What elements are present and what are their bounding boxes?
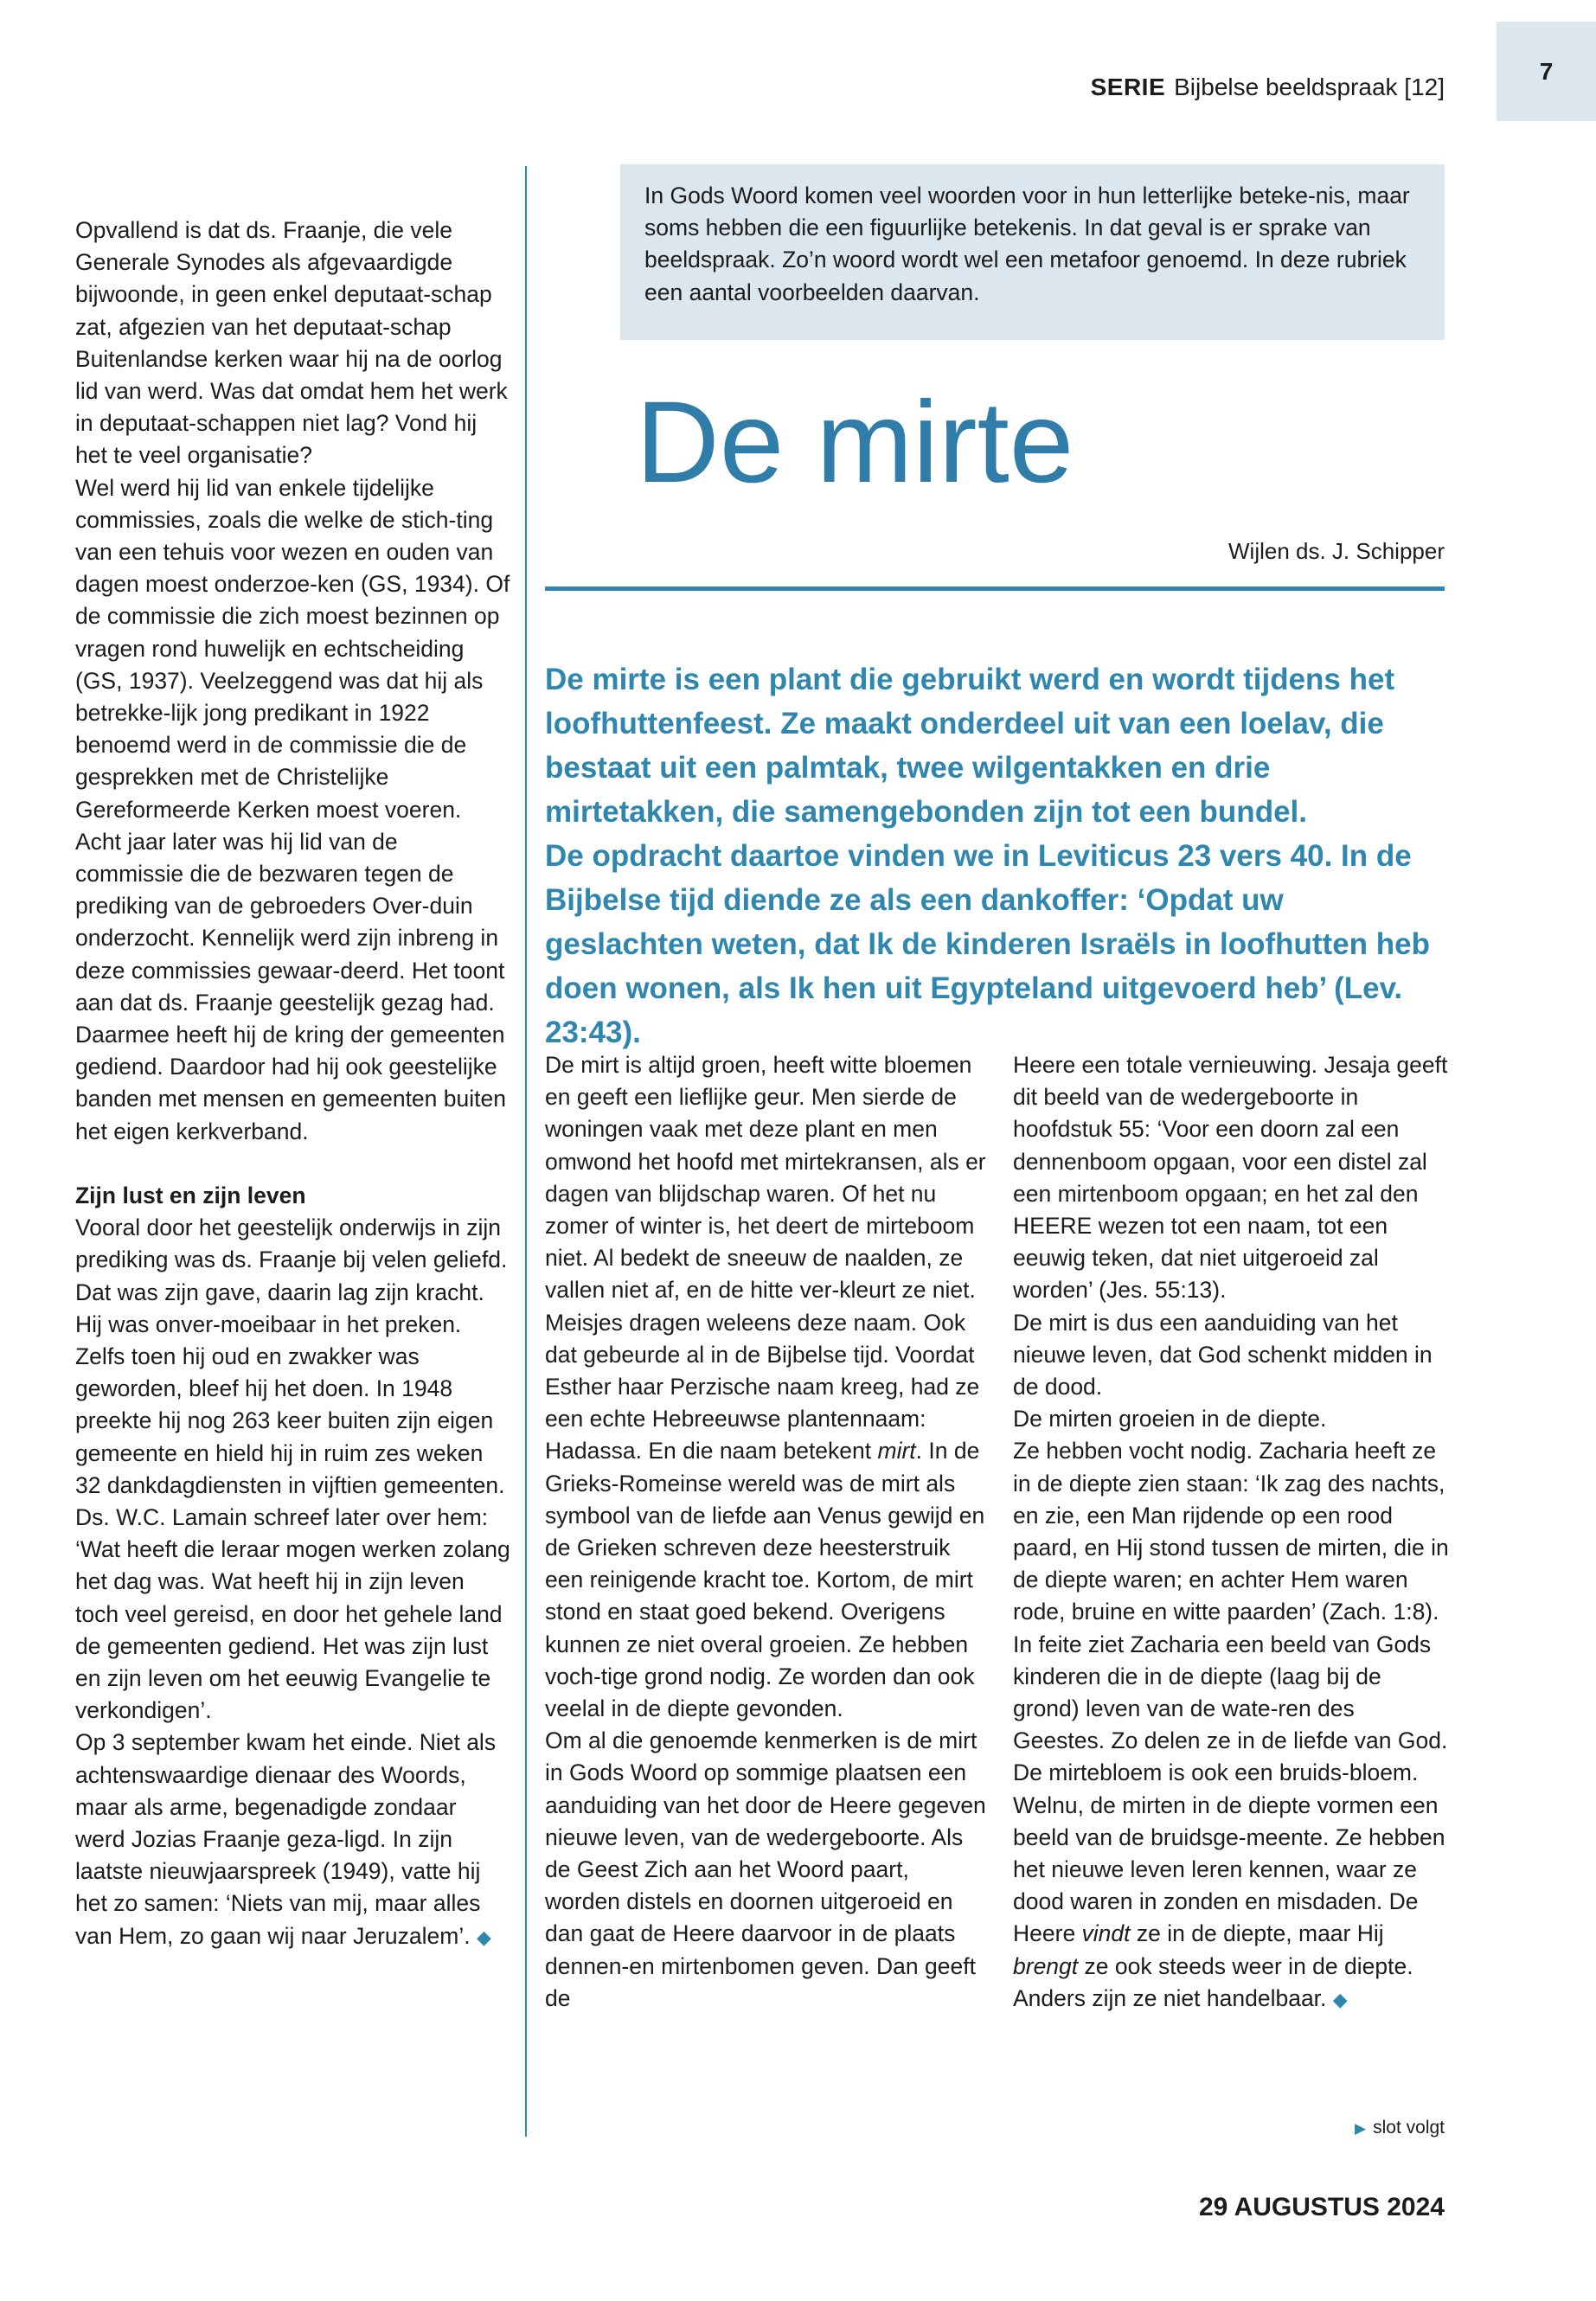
right-column — [1013, 1049, 1450, 2016]
diamond-icon: ◆ — [476, 1926, 491, 1948]
emphasis-vindt: vindt — [1081, 1920, 1131, 1947]
lead-paragraph — [545, 657, 1445, 1054]
left-column — [75, 215, 512, 1953]
mid-paragraph-1: De mirt is altijd groen, heeft witte bloemen en geeft een lieflijke geur. Men sierde de woningen vaak met deze plant en men omwond het hoofd met mirtekransen, als er dagen van blijdschap waren. Of het nu zomer of winter is, het deert de mirteboom niet. Al bedekt de sneeuw de naalden, ze vallen niet af, en de hitte ver-kleurt ze niet. — [545, 1052, 986, 1304]
emphasis-mirt: mirt — [877, 1438, 916, 1465]
continued-note — [1355, 2118, 1445, 2138]
right-paragraph-1: Heere een totale vernieuwing. Jesaja geeft dit beeld van de wedergeboorte in hoofdstuk 55: ‘Voor een doorn zal een dennenboom opgaan, voor een distel zal een mirtenboom opgaan; en het zal den HEERE wezen tot een naam, tot een eeuwig teken, dat niet uitgeroeid zal worden’ (Jes. 55:13). — [1013, 1052, 1448, 1304]
series-tag: SERIE — [1090, 74, 1166, 100]
left-paragraph-4: Op 3 september kwam het einde. Niet als achtenswaardige dienaar des Woords, maar als arme, begenadigde zondaar werd Jozias Fraanje geza-ligd. In zijn laatste nieuwjaarspreek (1949), vatte hij het zo samen: ‘Niets van mij, maar alles van Hem, zo gaan wij naar Jeruzalem’. ◆ — [75, 1729, 497, 1949]
triangle-right-icon: ▶ — [1355, 2120, 1367, 2137]
left-paragraph-1: Opvallend is dat ds. Fraanje, die vele Generale Synodes als afgevaardigde bijwoonde, in geen enkel deputaat-schap zat, afgezien van het deputaat-schap Buitenlandse kerken waar hij na de oorlog lid van werd. Was dat omdat hem het werk in deputaat-schappen niet lag? Vond hij het te veel organisatie? — [75, 217, 508, 469]
lead-paragraph-2: De opdracht daartoe vinden we in Leviticus 23 vers 40. In de Bijbelse tijd diende ze als een dankoffer: ‘Opdat uw geslachten weten, dat Ik de kinderen Israëls in loofhutten heb doen wonen, als Ik hen uit Egypteland uitgevoerd heb’ (Lev. 23:43). — [545, 839, 1430, 1049]
series-title: Bijbelse beeldspraak [12] — [1174, 74, 1445, 100]
issue-date: 29 AUGUSTUS 2024 — [1198, 2193, 1445, 2221]
left-paragraph-2: Wel werd hij lid van enkele tijdelijke commissies, zoals die welke de stich-ting van een tehuis voor wezen en ouden van dagen moest onderzoe-ken (GS, 1934). Of de commissie die zich moest bezinnen op vragen rond huwelijk en echtscheiding (GS, 1937). Veelzeggend was dat hij als betrekke-lijk jong predikant in 1922 benoemd werd in de commissie die de gesprekken met de Christelijke Gereformeerde Kerken moest voeren. Acht jaar later was hij lid van de commissie die de bezwaren tegen de prediking van de gebroeders Over-duin onderzocht. Kennelijk werd zijn inbreng in deze commissies gewaar-deerd. Het toont aan dat ds. Fraanje geestelijk gezag had. Daarmee heeft hij de kring der gemeenten gediend. Daardoor had hij ook geestelijke banden met mensen en gemeenten buiten het eigen kerkverband. — [75, 474, 510, 1144]
right-paragraph-2: De mirt is dus een aanduiding van het nieuwe leven, dat God schenkt midden in de dood. — [1013, 1309, 1433, 1400]
right-paragraph-4: Ze hebben vocht nodig. Zacharia heeft ze in de diepte zien staan: ‘Ik zag des nachts, en zie, een Man rijdende op een rood paard, en Hij stond tussen de mirten, die in de diepte waren; en achter Hem waren rode, bruine en witte paarden’ (Zach. 1:8). In feite ziet Zacharia een beeld van Gods kinderen die in de diepte (laag bij de grond) leven van de wate-ren des Geestes. Zo delen ze in de liefde van God. — [1013, 1438, 1449, 1754]
section-heading: Zijn lust en zijn leven — [75, 1182, 306, 1208]
lead-paragraph-1: De mirte is een plant die gebruikt werd en wordt tijdens het loofhuttenfeest. Ze maakt onderdeel uit van een loelav, die bestaat uit een palmtak, twee wilgentakken en drie mirtetakken, die samengebonden zijn tot een bundel. — [545, 663, 1395, 829]
left-paragraph-3: Vooral door het geestelijk onderwijs in zijn prediking was ds. Fraanje bij velen geliefd. Dat was zijn gave, daarin lag zijn kracht. Hij was onver-moeibaar in het preken. Zelfs toen hij oud en zwakker was geworden, bleef hij het doen. In 1948 preekte hij nog 263 keer buiten zijn eigen gemeente en hield hij in ruim zes weken 32 dankdagdiensten in vijftien gemeenten. Ds. W.C. Lamain schreef later over hem: ‘Wat heeft die leraar mogen werken zolang het dag was. Wat heeft hij in zijn leven toch veel gereisd, en door het gehele land de gemeenten gediend. Het was zijn lust en zijn leven om het eeuwig Evangelie te verkondigen’. — [75, 1215, 510, 1724]
series-header — [1091, 74, 1445, 101]
right-paragraph-3: De mirten groeien in de diepte. — [1013, 1406, 1327, 1433]
mid-paragraph-2: Meisjes dragen weleens deze naam. Ook dat gebeurde al in de Bijbelse tijd. Voordat Esther haar Perzische naam kreeg, had ze een echte Hebreeuwse plantennaam: Hadassa. En die naam betekent mirt. In de Grieks-Romeinse wereld was de mirt als symbool van de liefde aan Venus gewijd en de Grieken schreven deze heesterstruik een reinigende kracht toe. Kortom, de mirt stond en staat goed bekend. Overigens kunnen ze niet overal groeien. Ze hebben voch-tige grond nodig. Ze worden dan ook veelal in de diepte gevonden. — [545, 1309, 985, 1722]
continued-label: slot volgt — [1373, 2118, 1445, 2138]
emphasis-brengt: brengt — [1013, 1952, 1079, 1979]
diamond-icon: ◆ — [1332, 1988, 1348, 2010]
intro-box: In Gods Woord komen veel woorden voor in hun letterlijke beteke-nis, maar soms hebben die een figuurlijke betekenis. In dat geval is er sprake van beeldspraak. Zo’n woord wordt wel een metafoor genoemd. In deze rubriek een aantal voorbeelden daarvan. — [620, 164, 1445, 340]
author-byline: Wijlen ds. J. Schipper — [1228, 538, 1445, 564]
page-number: 7 — [1539, 57, 1554, 85]
right-paragraph-5: De mirtebloem is ook een bruids-bloem. Welnu, de mirten in de diepte vormen een beeld van de bruidsge-meente. Ze hebben het nieuwe leven leren kennen, waar ze dood waren in zonden en misdaden. De Heere vindt ze in de diepte, maar Hij brengt ze ook steeds weer in de diepte. Anders zijn ze niet handelbaar. ◆ — [1013, 1759, 1445, 2011]
column-divider — [525, 166, 527, 2137]
title-divider — [545, 586, 1445, 591]
page-number-box — [1497, 22, 1596, 121]
article-title: De mirte — [636, 378, 1074, 507]
middle-column — [545, 1049, 986, 2015]
mid-paragraph-3: Om al die genoemde kenmerken is de mirt in Gods Woord op sommige plaatsen een aanduiding van het door de Heere gegeven nieuwe leven, van de wedergeboorte. Als de Geest Zich aan het Woord paart, worden distels en doornen uitgeroeid en dan gaat de Heere daarvoor in de plaats dennen-en mirtenbomen geven. Dan geeft de — [545, 1727, 986, 2011]
